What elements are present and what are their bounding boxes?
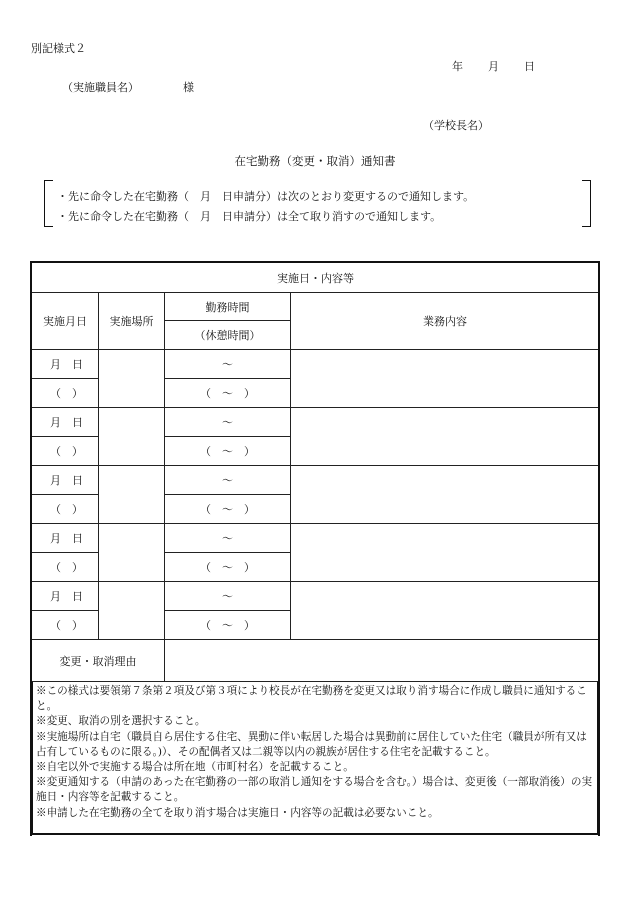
- row-date-month-day[interactable]: 月 日: [32, 582, 99, 611]
- row-break-time[interactable]: （ ～ ）: [165, 553, 291, 582]
- row-work-time[interactable]: ～: [165, 582, 291, 611]
- row-date-month-day[interactable]: 月 日: [32, 350, 99, 379]
- date-month-label: 月: [488, 60, 499, 73]
- header-place: 実施場所: [99, 293, 165, 350]
- school-principal-name: （学校長名）: [423, 119, 489, 132]
- table-row: [32, 408, 600, 437]
- table-row: [32, 582, 600, 611]
- row-date-weekday[interactable]: （ ）: [32, 437, 99, 466]
- options-bracket-left: [44, 180, 53, 227]
- row-content[interactable]: [291, 466, 600, 524]
- document-title: 在宅勤務（変更・取消）通知書: [234, 154, 396, 168]
- schedule-table: [31, 262, 600, 682]
- note-item: ※申請した在宅勤務の全てを取り消す場合は実施日・内容等の記載は必要ないこと。: [36, 806, 439, 819]
- note-item: ※変更、取消の別を選択すること。: [36, 715, 206, 728]
- row-work-time[interactable]: ～: [165, 466, 291, 495]
- row-date-weekday[interactable]: （ ）: [32, 495, 99, 524]
- note-item: ※実施場所は自宅（職員自ら居住する住宅、異動に伴い転居した場合は異動前に居住していた住宅（職員が所有又は占有しているものに限る。)）、その配偶者又は二親等以内の親族が居住する住宅を記載すること。: [36, 730, 587, 758]
- row-break-time[interactable]: （ ～ ）: [165, 379, 291, 408]
- row-date-month-day[interactable]: 月 日: [32, 408, 99, 437]
- notes-section: [31, 681, 599, 835]
- table-frame-top: [30, 261, 600, 263]
- table-row: [32, 350, 600, 379]
- table-row: [32, 466, 600, 495]
- form-number: 別記様式２: [31, 42, 86, 55]
- note-item: ※変更通知する（申請のあった在宅勤務の一部の取消し通知をする場合を含む。）場合は、変更後（一部取消後）の実施日・内容等を記載すること。: [36, 776, 593, 804]
- row-place[interactable]: [99, 408, 165, 466]
- table-frame-right: [598, 262, 600, 836]
- row-work-time[interactable]: ～: [165, 408, 291, 437]
- row-work-time[interactable]: ～: [165, 350, 291, 379]
- row-break-time[interactable]: （ ～ ）: [165, 495, 291, 524]
- table-frame-left: [30, 262, 32, 836]
- date-day-label: 日: [524, 60, 535, 73]
- row-date-month-day[interactable]: 月 日: [32, 524, 99, 553]
- date-year-label: 年: [452, 60, 463, 73]
- header-break-hours: （休憩時間）: [165, 321, 291, 350]
- table-row: [32, 524, 600, 553]
- row-place[interactable]: [99, 524, 165, 582]
- row-content[interactable]: [291, 582, 600, 640]
- row-place[interactable]: [99, 466, 165, 524]
- row-date-weekday[interactable]: （ ）: [32, 379, 99, 408]
- header-date: 実施月日: [32, 293, 99, 350]
- row-break-time[interactable]: （ ～ ）: [165, 437, 291, 466]
- header-content: 業務内容: [291, 293, 600, 350]
- recipient-name: （実施職員名）: [62, 81, 139, 94]
- row-work-time[interactable]: ～: [165, 524, 291, 553]
- row-date-month-day[interactable]: 月 日: [32, 466, 99, 495]
- header-work-hours: 勤務時間: [165, 293, 291, 321]
- note-item: ※この様式は要領第７条第２項及び第３項により校長が在宅勤務を変更又は取り消す場合に作成し職員に通知すること。: [36, 685, 587, 713]
- recipient-honorific: 様: [183, 81, 194, 94]
- options-bracket-right: [582, 180, 591, 227]
- row-content[interactable]: [291, 524, 600, 582]
- reason-label: 変更・取消理由: [32, 640, 165, 682]
- row-date-weekday[interactable]: （ ）: [32, 611, 99, 640]
- option-cancel[interactable]: ・先に命令した在宅勤務（ 月 日申請分）は全て取り消すので通知します。: [57, 210, 442, 223]
- reason-field[interactable]: [165, 640, 600, 682]
- option-change[interactable]: ・先に命令した在宅勤務（ 月 日申請分）は次のとおり変更するので通知します。: [57, 190, 475, 203]
- row-content[interactable]: [291, 350, 600, 408]
- row-break-time[interactable]: （ ～ ）: [165, 611, 291, 640]
- table-caption: 実施日・内容等: [32, 263, 600, 293]
- row-content[interactable]: [291, 408, 600, 466]
- row-place[interactable]: [99, 582, 165, 640]
- note-item: ※自宅以外で実施する場合は所在地（市町村名）を記載すること。: [36, 761, 354, 774]
- row-place[interactable]: [99, 350, 165, 408]
- row-date-weekday[interactable]: （ ）: [32, 553, 99, 582]
